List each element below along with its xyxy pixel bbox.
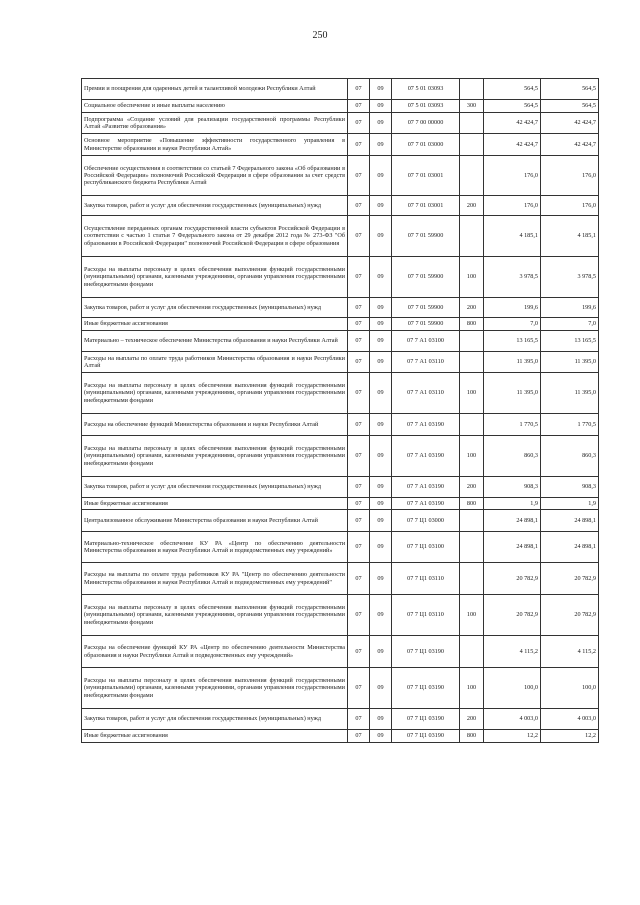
amount-year-2: 4 115,2	[541, 636, 599, 668]
section-code: 07	[348, 298, 370, 318]
amount-year-2: 11 395,0	[541, 373, 599, 414]
target-article-code: 07 7 А1 03190	[392, 477, 460, 498]
amount-year-1: 3 978,5	[484, 257, 541, 298]
row-description: Обеспечение осуществления в соответствии со статьей 7 Федерального закона «Об образовании в Российской Федерации» полномочий Российской Федерации в сфере образования за счет средств республиканского бюджета Республики Алтай	[82, 156, 348, 196]
row-description: Закупка товаров, работ и услуг для обеспечения государственных (муниципальных) нужд	[82, 477, 348, 498]
subsection-code: 09	[370, 216, 392, 257]
row-description: Социальное обеспечение и иные выплаты населению	[82, 100, 348, 113]
subsection-code: 09	[370, 373, 392, 414]
expense-type-code: 200	[460, 709, 484, 730]
subsection-code: 09	[370, 352, 392, 373]
table-row	[82, 595, 599, 636]
row-description: Расходы на выплаты персоналу в целях обеспечения выполнения функций государственными (муниципальными) органами, казенными учреждениями, органами управления государственными внебюджетными фондами	[82, 373, 348, 414]
expense-type-code	[460, 156, 484, 196]
target-article-code: 07 7 01 03001	[392, 196, 460, 216]
row-description: Расходы на выплаты персоналу в целях обеспечения выполнения функций государственными (муниципальными) органами, казенными учреждениями, органами управления государственными внебюджетными фондами	[82, 436, 348, 477]
amount-year-2: 199,6	[541, 298, 599, 318]
subsection-code: 09	[370, 510, 392, 532]
amount-year-2: 100,0	[541, 668, 599, 709]
expense-type-code: 100	[460, 436, 484, 477]
section-code: 07	[348, 100, 370, 113]
expense-type-code: 100	[460, 373, 484, 414]
table-row	[82, 532, 599, 563]
row-description: Премии и поощрения для одаренных детей и талантливой молодежи Республики Алтай	[82, 79, 348, 100]
target-article-code: 07 7 А1 03190	[392, 498, 460, 510]
amount-year-2: 42 424,7	[541, 134, 599, 156]
row-description: Расходы на выплаты по оплате труда работников КУ РА "Центр по обеспечению деятельности Министерства образования и науки Республики Алтай и подведомственных ему учреждений"	[82, 563, 348, 595]
subsection-code: 09	[370, 436, 392, 477]
row-description: Расходы на обеспечение функций Министерства образования и науки Республики Алтай	[82, 414, 348, 436]
amount-year-1: 1 770,5	[484, 414, 541, 436]
amount-year-1: 176,0	[484, 156, 541, 196]
row-description: Основное мероприятие «Повышение эффективности государственного управления в Министерстве образования и науки Республики Алтай»	[82, 134, 348, 156]
row-description: Подпрограмма «Создание условий для реализации государственной программы Республики Алтай «Развитие образования»	[82, 113, 348, 134]
subsection-code: 09	[370, 196, 392, 216]
expense-type-code: 100	[460, 668, 484, 709]
amount-year-1: 20 782,9	[484, 595, 541, 636]
amount-year-1: 7,0	[484, 318, 541, 331]
amount-year-1: 20 782,9	[484, 563, 541, 595]
amount-year-2: 1,9	[541, 498, 599, 510]
section-code: 07	[348, 373, 370, 414]
expense-type-code	[460, 331, 484, 352]
row-description: Материально – техническое обеспечение Министерства образования и науки Республики Алтай	[82, 331, 348, 352]
table-row	[82, 352, 599, 373]
subsection-code: 09	[370, 709, 392, 730]
subsection-code: 09	[370, 595, 392, 636]
budget-table	[81, 78, 599, 743]
section-code: 07	[348, 498, 370, 510]
section-code: 07	[348, 156, 370, 196]
expense-type-code: 300	[460, 100, 484, 113]
row-description: Расходы на выплаты по оплате труда работников Министерства образования и науки Республики Алтай	[82, 352, 348, 373]
row-description: Расходы на обеспечение функций КУ РА «Центр по обеспечению деятельности Министерства образования и науки Республики Алтай и подведомственных ему учреждений»	[82, 636, 348, 668]
target-article-code: 07 7 Ц1 03190	[392, 636, 460, 668]
row-description: Централизованное обслуживание Министерства образования и науки Республики Алтай	[82, 510, 348, 532]
subsection-code: 09	[370, 331, 392, 352]
table-row	[82, 668, 599, 709]
amount-year-2: 20 782,9	[541, 595, 599, 636]
amount-year-2: 7,0	[541, 318, 599, 331]
target-article-code: 07 7 Ц1 03190	[392, 709, 460, 730]
amount-year-1: 24 898,1	[484, 532, 541, 563]
expense-type-code	[460, 113, 484, 134]
table-row	[82, 414, 599, 436]
table-row	[82, 709, 599, 730]
target-article-code: 07 7 01 59900	[392, 298, 460, 318]
amount-year-2: 860,3	[541, 436, 599, 477]
target-article-code: 07 7 00 00000	[392, 113, 460, 134]
expense-type-code: 200	[460, 196, 484, 216]
table-row	[82, 636, 599, 668]
amount-year-1: 1,9	[484, 498, 541, 510]
row-description: Расходы на выплаты персоналу в целях обеспечения выполнения функций государственными (муниципальными) органами, казенными учреждениями, органами управления государственными внебюджетными фондами	[82, 668, 348, 709]
expense-type-code: 100	[460, 595, 484, 636]
expense-type-code	[460, 79, 484, 100]
expense-type-code: 200	[460, 298, 484, 318]
subsection-code: 09	[370, 156, 392, 196]
subsection-code: 09	[370, 636, 392, 668]
table-row	[82, 498, 599, 510]
amount-year-2: 1 770,5	[541, 414, 599, 436]
amount-year-1: 100,0	[484, 668, 541, 709]
row-description: Иные бюджетные ассигнования	[82, 318, 348, 331]
expense-type-code	[460, 134, 484, 156]
amount-year-2: 42 424,7	[541, 113, 599, 134]
expense-type-code	[460, 532, 484, 563]
amount-year-2: 176,0	[541, 156, 599, 196]
amount-year-2: 3 978,5	[541, 257, 599, 298]
expense-type-code	[460, 414, 484, 436]
target-article-code: 07 7 Ц1 03190	[392, 730, 460, 743]
row-description: Иные бюджетные ассигнования	[82, 730, 348, 743]
row-description: Осуществление переданных органам государственной власти субъектов Российской Федерации в соответствии с частью 1 статьи 7 Федерального закона от 29 декабря 2012 года № 273-ФЗ "Об образовании в Российской Федерации" полномочий Российской Федерации в сфере образования	[82, 216, 348, 257]
amount-year-1: 564,5	[484, 100, 541, 113]
target-article-code: 07 5 01 03093	[392, 100, 460, 113]
expense-type-code	[460, 636, 484, 668]
subsection-code: 09	[370, 532, 392, 563]
section-code: 07	[348, 595, 370, 636]
table-row	[82, 156, 599, 196]
table-row	[82, 113, 599, 134]
target-article-code: 07 7 А1 03100	[392, 331, 460, 352]
target-article-code: 07 7 01 59900	[392, 318, 460, 331]
section-code: 07	[348, 331, 370, 352]
target-article-code: 07 7 01 03000	[392, 134, 460, 156]
table-row	[82, 510, 599, 532]
section-code: 07	[348, 414, 370, 436]
target-article-code: 07 7 01 03001	[392, 156, 460, 196]
table-row	[82, 298, 599, 318]
expense-type-code: 200	[460, 477, 484, 498]
row-description: Закупка товаров, работ и услуг для обеспечения государственных (муниципальных) нужд	[82, 196, 348, 216]
target-article-code: 07 7 Ц1 03000	[392, 510, 460, 532]
amount-year-2: 564,5	[541, 79, 599, 100]
expense-type-code	[460, 510, 484, 532]
expense-type-code: 800	[460, 318, 484, 331]
expense-type-code	[460, 563, 484, 595]
amount-year-1: 908,3	[484, 477, 541, 498]
subsection-code: 09	[370, 113, 392, 134]
subsection-code: 09	[370, 668, 392, 709]
row-description: Закупка товаров, работ и услуг для обеспечения государственных (муниципальных) нужд	[82, 298, 348, 318]
table-row	[82, 196, 599, 216]
table-row	[82, 563, 599, 595]
amount-year-2: 11 395,0	[541, 352, 599, 373]
target-article-code: 07 7 А1 03190	[392, 436, 460, 477]
section-code: 07	[348, 563, 370, 595]
amount-year-1: 13 165,5	[484, 331, 541, 352]
row-description: Материально-техническое обеспечение КУ РА «Центр по обеспечению деятельности Министерства образования и науки Республики Алтай и подведомственных ему учреждений»	[82, 532, 348, 563]
section-code: 07	[348, 510, 370, 532]
table-row	[82, 257, 599, 298]
row-description: Иные бюджетные ассигнования	[82, 498, 348, 510]
section-code: 07	[348, 196, 370, 216]
amount-year-1: 4 185,1	[484, 216, 541, 257]
amount-year-1: 42 424,7	[484, 134, 541, 156]
expense-type-code: 800	[460, 498, 484, 510]
target-article-code: 07 7 Ц1 03190	[392, 668, 460, 709]
page-number: 250	[312, 30, 328, 41]
target-article-code: 07 7 Ц1 03100	[392, 532, 460, 563]
amount-year-1: 24 898,1	[484, 510, 541, 532]
amount-year-2: 564,5	[541, 100, 599, 113]
target-article-code: 07 7 01 59900	[392, 216, 460, 257]
table-row	[82, 477, 599, 498]
target-article-code: 07 7 А1 03110	[392, 373, 460, 414]
section-code: 07	[348, 477, 370, 498]
amount-year-1: 11 395,0	[484, 373, 541, 414]
section-code: 07	[348, 318, 370, 331]
table-row	[82, 373, 599, 414]
amount-year-1: 564,5	[484, 79, 541, 100]
section-code: 07	[348, 134, 370, 156]
amount-year-2: 4 185,1	[541, 216, 599, 257]
section-code: 07	[348, 257, 370, 298]
table-row	[82, 216, 599, 257]
subsection-code: 09	[370, 414, 392, 436]
subsection-code: 09	[370, 498, 392, 510]
amount-year-1: 4 003,0	[484, 709, 541, 730]
section-code: 07	[348, 668, 370, 709]
section-code: 07	[348, 216, 370, 257]
expense-type-code: 100	[460, 257, 484, 298]
expense-type-code	[460, 216, 484, 257]
amount-year-1: 860,3	[484, 436, 541, 477]
row-description: Закупка товаров, работ и услуг для обеспечения государственных (муниципальных) нужд	[82, 709, 348, 730]
section-code: 07	[348, 79, 370, 100]
target-article-code: 07 7 А1 03190	[392, 414, 460, 436]
subsection-code: 09	[370, 100, 392, 113]
expense-type-code	[460, 352, 484, 373]
amount-year-2: 24 898,1	[541, 532, 599, 563]
table-row	[82, 134, 599, 156]
subsection-code: 09	[370, 730, 392, 743]
section-code: 07	[348, 709, 370, 730]
subsection-code: 09	[370, 318, 392, 331]
row-description: Расходы на выплаты персоналу в целях обеспечения выполнения функций государственными (муниципальными) органами, казенными учреждениями, органами управления государственными внебюджетными фондами	[82, 257, 348, 298]
subsection-code: 09	[370, 563, 392, 595]
table-row	[82, 331, 599, 352]
table-row	[82, 100, 599, 113]
section-code: 07	[348, 113, 370, 134]
amount-year-2: 176,0	[541, 196, 599, 216]
amount-year-2: 13 165,5	[541, 331, 599, 352]
table-row	[82, 436, 599, 477]
amount-year-1: 11 395,0	[484, 352, 541, 373]
table-row	[82, 79, 599, 100]
target-article-code: 07 7 А1 03110	[392, 352, 460, 373]
expense-type-code: 800	[460, 730, 484, 743]
amount-year-1: 42 424,7	[484, 113, 541, 134]
amount-year-2: 12,2	[541, 730, 599, 743]
amount-year-1: 12,2	[484, 730, 541, 743]
target-article-code: 07 7 Ц1 03110	[392, 563, 460, 595]
amount-year-2: 24 898,1	[541, 510, 599, 532]
amount-year-1: 199,6	[484, 298, 541, 318]
amount-year-2: 908,3	[541, 477, 599, 498]
amount-year-2: 4 003,0	[541, 709, 599, 730]
subsection-code: 09	[370, 477, 392, 498]
subsection-code: 09	[370, 298, 392, 318]
subsection-code: 09	[370, 257, 392, 298]
table-row	[82, 730, 599, 743]
target-article-code: 07 7 Ц1 03110	[392, 595, 460, 636]
amount-year-2: 20 782,9	[541, 563, 599, 595]
section-code: 07	[348, 730, 370, 743]
section-code: 07	[348, 636, 370, 668]
target-article-code: 07 7 01 59900	[392, 257, 460, 298]
amount-year-1: 4 115,2	[484, 636, 541, 668]
section-code: 07	[348, 352, 370, 373]
target-article-code: 07 5 01 03093	[392, 79, 460, 100]
subsection-code: 09	[370, 79, 392, 100]
row-description: Расходы на выплаты персоналу в целях обеспечения выполнения функций государственными (муниципальными) органами, казенными учреждениями, органами управления государственными внебюджетными фондами	[82, 595, 348, 636]
section-code: 07	[348, 436, 370, 477]
amount-year-1: 176,0	[484, 196, 541, 216]
subsection-code: 09	[370, 134, 392, 156]
table-row	[82, 318, 599, 331]
section-code: 07	[348, 532, 370, 563]
